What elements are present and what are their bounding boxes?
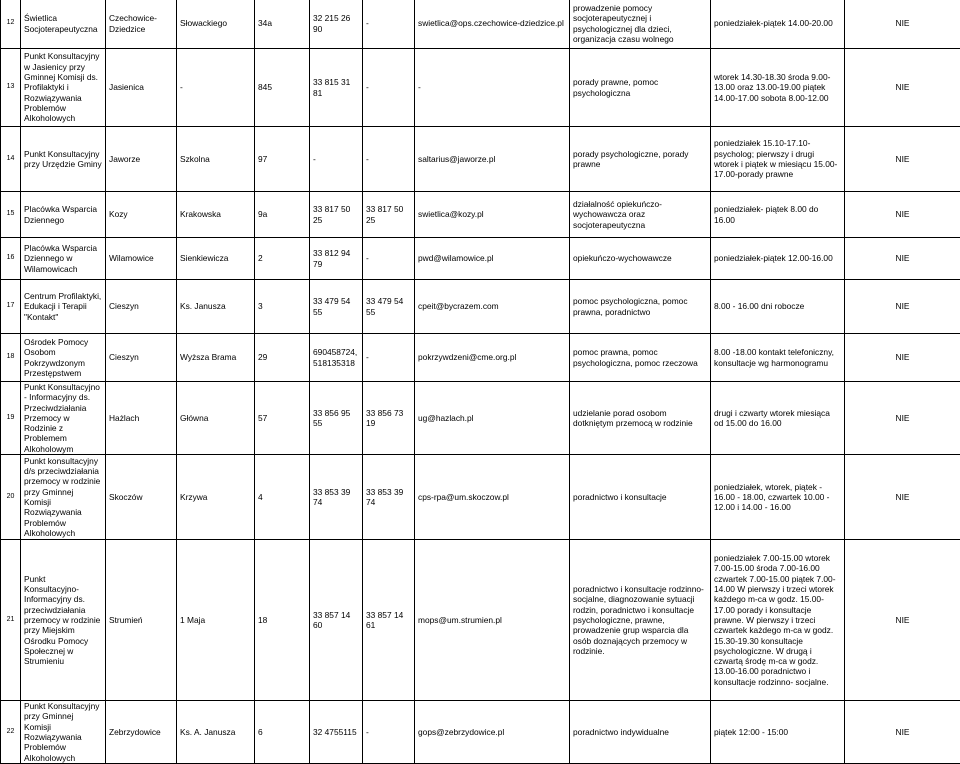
fax: - <box>363 238 415 280</box>
house-number: 9a <box>255 192 310 238</box>
paid-flag: NIE <box>845 701 960 764</box>
institution-name: Punkt konsultacyjny d/s przeciwdziałania przemocy w rodzinie przy Gminnej Komisji Rozwiązywania Problemów Alkoholowych <box>21 455 106 540</box>
opening-hours: poniedziałek-piątek 12.00-16.00 <box>711 238 845 280</box>
institution-name: Świetlica Socjoterapeutyczna <box>21 0 106 49</box>
town: Hażlach <box>106 382 177 455</box>
town: Strumień <box>106 540 177 701</box>
row-number: 20 <box>1 455 21 540</box>
row-number: 18 <box>1 334 21 382</box>
institution-name: Punkt Konsultacyjno - Informacyjny ds. Przeciwdziałania Przemocy w Rodzinie z Problemem Alkoholowym <box>21 382 106 455</box>
row-number: 14 <box>1 127 21 192</box>
phone: - <box>310 127 363 192</box>
fax: 33 853 39 74 <box>363 455 415 540</box>
opening-hours: wtorek 14.30-18.30 środa 9.00-13.00 oraz 13.00-19.00 piątek 14.00-17.00 sobota 8.00-12.00 <box>711 49 845 127</box>
opening-hours: poniedziałek- piątek 8.00 do 16.00 <box>711 192 845 238</box>
street: Słowackiego <box>177 0 255 49</box>
phone: 33 857 14 60 <box>310 540 363 701</box>
row-number: 17 <box>1 280 21 334</box>
street: Sienkiewicza <box>177 238 255 280</box>
paid-flag: NIE <box>845 238 960 280</box>
paid-flag: NIE <box>845 0 960 49</box>
institution-name: Punkt Konsultacyjny przy Gminnej Komisji Rozwiązywania Problemów Alkoholowych <box>21 701 106 764</box>
phone: 33 479 54 55 <box>310 280 363 334</box>
table-row <box>1 49 960 127</box>
town: Cieszyn <box>106 334 177 382</box>
opening-hours: poniedziałek, wtorek, piątek - 16.00 - 18.00, czwartek 10.00 - 12.00 i 14.00 - 16.00 <box>711 455 845 540</box>
table-row <box>1 455 960 540</box>
paid-flag: NIE <box>845 280 960 334</box>
fax: 33 857 14 61 <box>363 540 415 701</box>
table-row <box>1 0 960 49</box>
institution-name: Centrum Profilaktyki, Edukacji i Terapii "Kontakt" <box>21 280 106 334</box>
town: Jaworze <box>106 127 177 192</box>
services: działalność opiekuńczo-wychowawcza oraz socjoterapeutyczna <box>570 192 711 238</box>
institution-name: Punkt Konsultacyjno-Informacyjny ds. przeciwdziałania przemocy w rodzinie przy Miejskim Ośrodku Pomocy Społecznej w Strumieniu <box>21 540 106 701</box>
fax: - <box>363 701 415 764</box>
email: saltarius@jaworze.pl <box>415 127 570 192</box>
email: pwd@wilamowice.pl <box>415 238 570 280</box>
house-number: 18 <box>255 540 310 701</box>
house-number: 3 <box>255 280 310 334</box>
table-row <box>1 280 960 334</box>
row-number: 15 <box>1 192 21 238</box>
town: Kozy <box>106 192 177 238</box>
phone: 33 853 39 74 <box>310 455 363 540</box>
fax: - <box>363 49 415 127</box>
phone: 33 812 94 79 <box>310 238 363 280</box>
institution-name: Ośrodek Pomocy Osobom Pokrzywdzonym Przestępstwem <box>21 334 106 382</box>
table-row <box>1 382 960 455</box>
row-number: 22 <box>1 701 21 764</box>
street: Ks. A. Janusza <box>177 701 255 764</box>
town: Czechowice-Dziedzice <box>106 0 177 49</box>
phone: 33 817 50 25 <box>310 192 363 238</box>
phone: 690458724, 518135318 <box>310 334 363 382</box>
fax: - <box>363 127 415 192</box>
house-number: 34a <box>255 0 310 49</box>
email: cps-rpa@um.skoczow.pl <box>415 455 570 540</box>
house-number: 2 <box>255 238 310 280</box>
email: mops@um.strumien.pl <box>415 540 570 701</box>
row-number: 12 <box>1 0 21 49</box>
services: opiekuńczo-wychowawcze <box>570 238 711 280</box>
paid-flag: NIE <box>845 382 960 455</box>
email: - <box>415 49 570 127</box>
opening-hours: piątek 12:00 - 15:00 <box>711 701 845 764</box>
opening-hours: 8.00 - 16.00 dni robocze <box>711 280 845 334</box>
street: Główna <box>177 382 255 455</box>
email: gops@zebrzydowice.pl <box>415 701 570 764</box>
house-number: 4 <box>255 455 310 540</box>
house-number: 97 <box>255 127 310 192</box>
fax: - <box>363 0 415 49</box>
table-row <box>1 238 960 280</box>
opening-hours: drugi i czwarty wtorek miesiąca od 15.00 do 16.00 <box>711 382 845 455</box>
services: poradnictwo i konsultacje <box>570 455 711 540</box>
email: swietlica@kozy.pl <box>415 192 570 238</box>
opening-hours: poniedziałek-piątek 14.00-20.00 <box>711 0 845 49</box>
table-row <box>1 127 960 192</box>
services: prowadzenie pomocy socjoterapeutycznej i psychologicznej dla dzieci, organizacja czasu wolnego <box>570 0 711 49</box>
paid-flag: NIE <box>845 49 960 127</box>
services: udzielanie porad osobom dotkniętym przemocą w rodzinie <box>570 382 711 455</box>
table-row <box>1 701 960 764</box>
email: swietlica@ops.czechowice-dziedzice.pl <box>415 0 570 49</box>
town: Jasienica <box>106 49 177 127</box>
phone: 32 215 26 90 <box>310 0 363 49</box>
institution-name: Placówka Wsparcia Dziennego <box>21 192 106 238</box>
house-number: 845 <box>255 49 310 127</box>
table-row <box>1 334 960 382</box>
town: Zebrzydowice <box>106 701 177 764</box>
services: pomoc psychologiczna, pomoc prawna, poradnictwo <box>570 280 711 334</box>
paid-flag: NIE <box>845 540 960 701</box>
row-number: 13 <box>1 49 21 127</box>
street: Krakowska <box>177 192 255 238</box>
house-number: 29 <box>255 334 310 382</box>
institution-name: Placówka Wsparcia Dziennego w Wilamowicach <box>21 238 106 280</box>
services: poradnictwo i konsultacje rodzinno-socjalne, diagnozowanie sytuacji rodzin, poradnictwo i konsultacje psychologiczne, prawne, prowadzenie grup wsparcia dla osób doznających przemocy w rodzinie. <box>570 540 711 701</box>
services: poradnictwo indywidualne <box>570 701 711 764</box>
table-row <box>1 540 960 701</box>
fax: - <box>363 334 415 382</box>
opening-hours: poniedziałek 15.10-17.10-psycholog; pierwszy i drugi wtorek i piątek w miesiącu 15.00-17.00-porady prawne <box>711 127 845 192</box>
row-number: 16 <box>1 238 21 280</box>
table-body <box>1 0 960 763</box>
row-number: 19 <box>1 382 21 455</box>
paid-flag: NIE <box>845 455 960 540</box>
email: cpeit@bycrazem.com <box>415 280 570 334</box>
town: Cieszyn <box>106 280 177 334</box>
town: Skoczów <box>106 455 177 540</box>
fax: 33 817 50 25 <box>363 192 415 238</box>
phone: 32 4755115 <box>310 701 363 764</box>
paid-flag: NIE <box>845 334 960 382</box>
paid-flag: NIE <box>845 192 960 238</box>
town: Wilamowice <box>106 238 177 280</box>
services: porady prawne, pomoc psychologiczna <box>570 49 711 127</box>
paid-flag: NIE <box>845 127 960 192</box>
fax: 33 856 73 19 <box>363 382 415 455</box>
street: Szkolna <box>177 127 255 192</box>
street: 1 Maja <box>177 540 255 701</box>
house-number: 6 <box>255 701 310 764</box>
services: pomoc prawna, pomoc psychologiczna, pomoc rzeczowa <box>570 334 711 382</box>
street: Wyższa Brama <box>177 334 255 382</box>
street: Krzywa <box>177 455 255 540</box>
house-number: 57 <box>255 382 310 455</box>
institution-name: Punkt Konsultacyjny przy Urzędzie Gminy <box>21 127 106 192</box>
email: ug@hazlach.pl <box>415 382 570 455</box>
opening-hours: poniedziałek 7.00-15.00 wtorek 7.00-15.00 środa 7.00-16.00 czwartek 7.00-15.00 piątek 7.00-14.00 W pierwszy i trzeci wtorek każdego m-ca w godz. 15.00-17.00 porady i konsultacje prawne. W pierwszy i trzeci czwartek każdego m-ca w godz. 15.30-19.30 konsultacje psychologiczne. W drugą i czwartą środę m-ca w godz. 13.00-16.00 poradnictwo i konsultacje rodzinno- socjalne. <box>711 540 845 701</box>
services: porady psychologiczne, porady prawne <box>570 127 711 192</box>
row-number: 21 <box>1 540 21 701</box>
email: pokrzywdzeni@cme.org.pl <box>415 334 570 382</box>
street: Ks. Janusza <box>177 280 255 334</box>
street: - <box>177 49 255 127</box>
phone: 33 856 95 55 <box>310 382 363 455</box>
fax: 33 479 54 55 <box>363 280 415 334</box>
table-row <box>1 192 960 238</box>
opening-hours: 8.00 -18.00 kontakt telefoniczny, konsultacje wg harmonogramu <box>711 334 845 382</box>
institution-name: Punkt Konsultacyjny w Jasienicy przy Gminnej Komisji ds. Profilaktyki i Rozwiązywania Problemów Alkoholowych <box>21 49 106 127</box>
phone: 33 815 31 81 <box>310 49 363 127</box>
